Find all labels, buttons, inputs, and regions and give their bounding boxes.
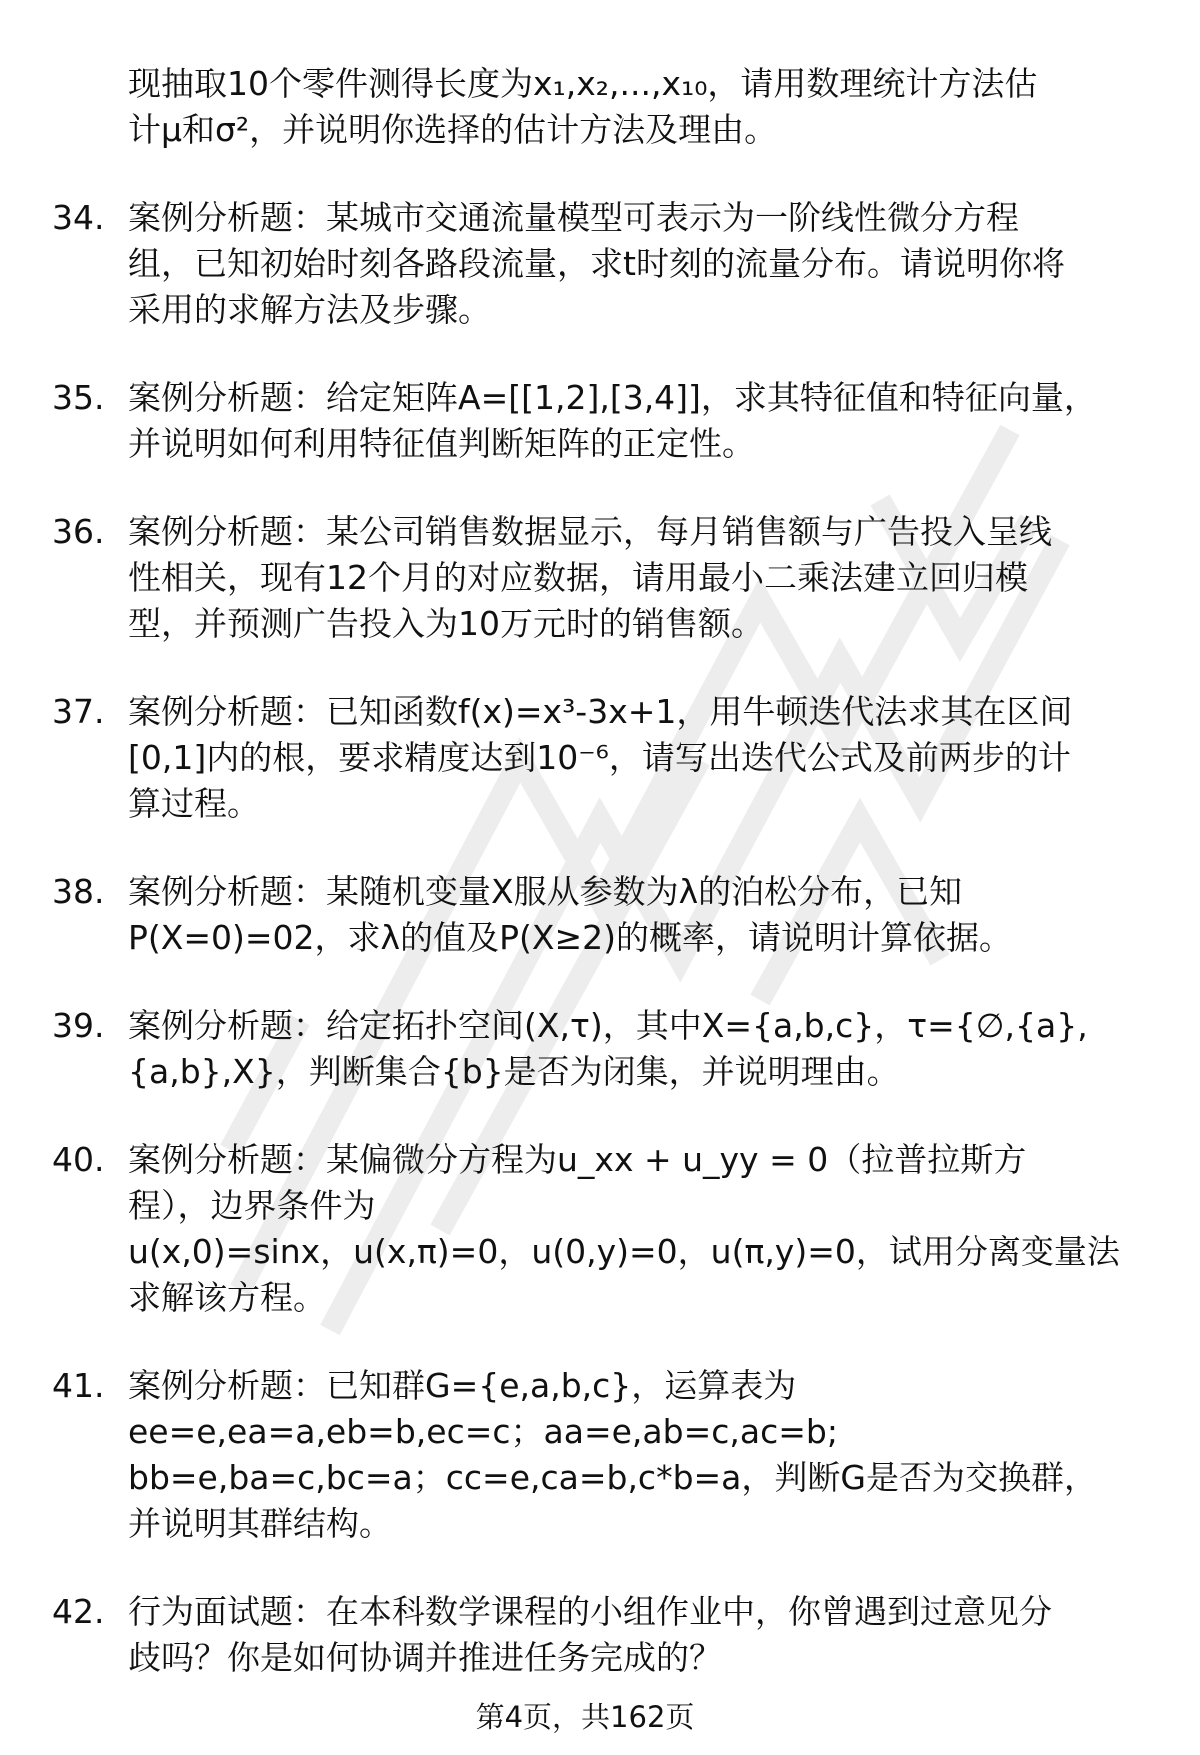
question-line: 并说明其群结构。 [128,1504,392,1543]
question-number: 34. [52,198,105,237]
question-line: P(X=0)=02，求λ的值及P(X≥2)的概率，请说明计算依据。 [128,918,1012,957]
question-number: 37. [52,692,105,731]
page-footer [0,1699,1200,1735]
question-line: 案例分析题：某城市交通流量模型可表示为一阶线性微分方程 [128,198,1019,237]
question-number: 40. [52,1140,105,1179]
question-line: 采用的求解方法及步骤。 [128,290,491,329]
question-line: 案例分析题：某公司销售数据显示，每月销售额与广告投入呈线 [128,512,1052,551]
question-line: 并说明如何利用特征值判断矩阵的正定性。 [128,424,755,463]
question-line: 案例分析题：给定拓扑空间(X,τ)，其中X={a,b,c}，τ={∅,{a}, [128,1006,1088,1045]
question-line: 程），边界条件为 [128,1186,376,1225]
continuation-line: 现抽取10个零件测得长度为x₁,x₂,...,x₁₀，请用数理统计方法估 [128,64,1038,103]
question-number: 42. [52,1592,105,1631]
page-indicator: 第4页，共162页 [475,1700,695,1734]
question-number: 35. [52,378,105,417]
question-line: 案例分析题：某偏微分方程为u_xx + u_yy = 0（拉普拉斯方 [128,1140,1027,1179]
question-number: 39. [52,1006,105,1045]
question-line: 案例分析题：已知函数f(x)=x³-3x+1，用牛顿迭代法求其在区间 [128,692,1073,731]
question-line: 案例分析题：已知群G={e,a,b,c}，运算表为 [128,1366,797,1405]
question-number: 41. [52,1366,105,1405]
question-line: 案例分析题：给定矩阵A=[[1,2],[3,4]]，求其特征值和特征向量， [128,378,1097,417]
question-line: 组，已知初始时刻各路段流量，求t时刻的流量分布。请说明你将 [128,244,1065,283]
question-line: 求解该方程。 [128,1278,326,1317]
question-line: ee=e,ea=a,eb=b,ec=c；aa=e,ab=c,ac=b; [128,1412,838,1451]
question-line: 型，并预测广告投入为10万元时的销售额。 [128,604,764,643]
question-line: {a,b},X}，判断集合{b}是否为闭集，并说明理由。 [128,1052,900,1091]
question-line: 案例分析题：某随机变量X服从参数为λ的泊松分布，已知 [128,872,963,911]
question-line: 行为面试题：在本科数学课程的小组作业中，你曾遇到过意见分 [128,1592,1052,1631]
question-line: u(x,0)=sinx，u(x,π)=0，u(0,y)=0，u(π,y)=0，试用分离变量法 [128,1232,1120,1271]
question-number: 36. [52,512,105,551]
question-line: 算过程。 [128,784,260,823]
question-line: [0,1]内的根，要求精度达到10⁻⁶，请写出迭代公式及前两步的计 [128,738,1071,777]
question-line: 性相关，现有12个月的对应数据，请用最小二乘法建立回归模 [128,558,1028,597]
question-line: bb=e,ba=c,bc=a；cc=e,ca=b,c*b=a，判断G是否为交换群， [128,1458,1097,1497]
question-number: 38. [52,872,105,911]
continuation-line: 计μ和σ²，并说明你选择的估计方法及理由。 [128,110,778,149]
question-line: 歧吗？你是如何协调并推进任务完成的？ [128,1638,722,1677]
